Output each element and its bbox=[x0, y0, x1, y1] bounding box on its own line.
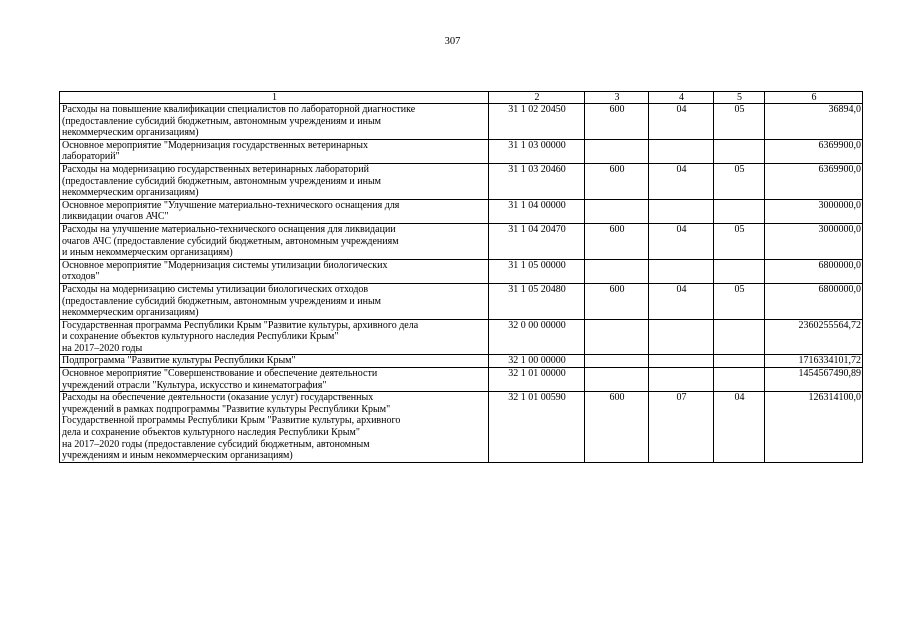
row-name-line: Основное мероприятие "Модернизация государственных ветеринарных bbox=[62, 139, 368, 151]
row-amount: 36894,0 bbox=[765, 104, 863, 140]
row-name-line: Государственная программа Республики Крым "Развитие культуры, архивного дела bbox=[62, 319, 419, 331]
row-name-line: Государственной программы Республики Крым "Развитие культуры, архивного bbox=[62, 415, 401, 427]
table-row bbox=[60, 283, 863, 319]
row-expense-type bbox=[585, 319, 649, 355]
row-name-line: и сохранение объектов культурного наследия Республики Крым" bbox=[62, 331, 339, 343]
row-amount: 3000000,0 bbox=[765, 199, 863, 223]
row-name-line: Расходы на обеспечение деятельности (оказание услуг) государственных bbox=[62, 392, 374, 404]
row-name-line: (предоставление субсидий бюджетным, автономным учреждениям и иным bbox=[62, 115, 381, 127]
row-subsection: 05 bbox=[714, 104, 765, 140]
row-name-line: некоммерческим организациям) bbox=[62, 307, 199, 319]
row-name-line: Расходы на улучшение материально-технического оснащения для ликвидации bbox=[62, 223, 396, 235]
row-name-line: очагов АЧС (предоставление субсидий бюджетным, автономным учреждениям bbox=[62, 235, 399, 247]
table-row bbox=[60, 368, 863, 392]
row-name-line: учреждениям и иным некоммерческим организациям) bbox=[62, 450, 293, 462]
row-target-code: 31 1 03 00000 bbox=[489, 139, 585, 163]
row-name-line: Расходы на модернизацию государственных ветеринарных лабораторий bbox=[62, 163, 369, 175]
row-amount: 2360255564,72 bbox=[765, 319, 863, 355]
row-section bbox=[649, 199, 714, 223]
row-amount: 6800000,0 bbox=[765, 259, 863, 283]
row-section bbox=[649, 368, 714, 392]
row-expense-type bbox=[585, 355, 649, 368]
row-target-code: 31 1 05 20480 bbox=[489, 283, 585, 319]
row-name bbox=[60, 355, 489, 368]
row-amount: 3000000,0 bbox=[765, 223, 863, 259]
row-name-line: Расходы на повышение квалификации специалистов по лабораторной диагностике bbox=[62, 104, 416, 115]
row-subsection bbox=[714, 139, 765, 163]
row-name-line: дела и сохранение объектов культурного наследия Республики Крым" bbox=[62, 427, 360, 439]
row-expense-type: 600 bbox=[585, 163, 649, 199]
row-subsection: 05 bbox=[714, 163, 765, 199]
row-expense-type: 600 bbox=[585, 283, 649, 319]
row-expense-type: 600 bbox=[585, 392, 649, 463]
row-subsection bbox=[714, 355, 765, 368]
row-name-line: некоммерческим организациям) bbox=[62, 187, 199, 199]
row-expense-type bbox=[585, 199, 649, 223]
header-col-4: 4 bbox=[649, 92, 714, 104]
row-subsection: 05 bbox=[714, 223, 765, 259]
table-row bbox=[60, 163, 863, 199]
header-col-5: 5 bbox=[714, 92, 765, 104]
row-expense-type bbox=[585, 368, 649, 392]
row-name-line: некоммерческим организациям) bbox=[62, 127, 199, 139]
row-expense-type bbox=[585, 259, 649, 283]
row-target-code: 31 1 03 20460 bbox=[489, 163, 585, 199]
row-name-line: ликвидации очагов АЧС" bbox=[62, 211, 169, 223]
row-name bbox=[60, 199, 489, 223]
row-target-code: 32 1 00 00000 bbox=[489, 355, 585, 368]
row-subsection bbox=[714, 368, 765, 392]
row-name-line: на 2017–2020 годы (предоставление субсидий бюджетным, автономным bbox=[62, 438, 370, 450]
row-target-code: 31 1 04 00000 bbox=[489, 199, 585, 223]
row-section bbox=[649, 319, 714, 355]
row-amount: 6800000,0 bbox=[765, 283, 863, 319]
row-name bbox=[60, 319, 489, 355]
row-expense-type: 600 bbox=[585, 223, 649, 259]
row-name-line: Расходы на модернизацию системы утилизации биологических отходов bbox=[62, 283, 369, 295]
row-section: 04 bbox=[649, 163, 714, 199]
row-section bbox=[649, 355, 714, 368]
row-name-line: Подпрограмма "Развитие культуры Республики Крым" bbox=[62, 355, 296, 367]
row-amount: 126314100,0 bbox=[765, 392, 863, 463]
table-row bbox=[60, 223, 863, 259]
budget-table bbox=[59, 91, 863, 463]
row-name-line: отходов" bbox=[62, 271, 100, 283]
row-name-line: учреждений в рамках подпрограммы "Развитие культуры Республики Крым" bbox=[62, 403, 391, 415]
row-expense-type bbox=[585, 139, 649, 163]
row-subsection: 04 bbox=[714, 392, 765, 463]
row-expense-type: 600 bbox=[585, 104, 649, 140]
row-amount: 1716334101,72 bbox=[765, 355, 863, 368]
row-name bbox=[60, 259, 489, 283]
row-name bbox=[60, 163, 489, 199]
header-col-3: 3 bbox=[585, 92, 649, 104]
row-amount: 1454567490,89 bbox=[765, 368, 863, 392]
row-subsection: 05 bbox=[714, 283, 765, 319]
table-row bbox=[60, 259, 863, 283]
table-row bbox=[60, 392, 863, 463]
row-name bbox=[60, 283, 489, 319]
row-name bbox=[60, 139, 489, 163]
row-subsection bbox=[714, 319, 765, 355]
row-name bbox=[60, 223, 489, 259]
row-name-line: учреждений отрасли "Культура, искусство и кинематография" bbox=[62, 379, 327, 391]
row-target-code: 31 1 04 20470 bbox=[489, 223, 585, 259]
table-row bbox=[60, 199, 863, 223]
table-row bbox=[60, 319, 863, 355]
header-col-2: 2 bbox=[489, 92, 585, 104]
row-subsection bbox=[714, 199, 765, 223]
row-amount: 6369900,0 bbox=[765, 139, 863, 163]
row-section: 04 bbox=[649, 223, 714, 259]
table-header bbox=[60, 92, 863, 104]
table-row bbox=[60, 139, 863, 163]
row-name-line: Основное мероприятие "Совершенствование и обеспечение деятельности bbox=[62, 368, 378, 380]
row-name bbox=[60, 104, 489, 140]
header-col-1: 1 bbox=[60, 92, 489, 104]
row-subsection bbox=[714, 259, 765, 283]
row-section: 04 bbox=[649, 283, 714, 319]
row-name bbox=[60, 368, 489, 392]
header-col-6: 6 bbox=[765, 92, 863, 104]
row-name bbox=[60, 392, 489, 463]
row-target-code: 32 1 01 00590 bbox=[489, 392, 585, 463]
table-body bbox=[60, 104, 863, 463]
header-row bbox=[60, 92, 863, 104]
row-target-code: 31 1 05 00000 bbox=[489, 259, 585, 283]
row-name-line: (предоставление субсидий бюджетным, автономным учреждениям и иным bbox=[62, 295, 381, 307]
table-row bbox=[60, 104, 863, 140]
row-amount: 6369900,0 bbox=[765, 163, 863, 199]
row-section bbox=[649, 259, 714, 283]
row-name-line: на 2017–2020 годы bbox=[62, 342, 143, 354]
row-name-line: лабораторий" bbox=[62, 151, 120, 163]
page-number: 307 bbox=[444, 36, 461, 47]
row-section: 07 bbox=[649, 392, 714, 463]
row-name-line: Основное мероприятие "Модернизация системы утилизации биологических bbox=[62, 259, 388, 271]
row-name-line: (предоставление субсидий бюджетным, автономным учреждениям и иным bbox=[62, 175, 381, 187]
row-target-code: 32 0 00 00000 bbox=[489, 319, 585, 355]
row-section bbox=[649, 139, 714, 163]
row-name-line: и иным некоммерческим организациям) bbox=[62, 247, 233, 259]
row-target-code: 31 1 02 20450 bbox=[489, 104, 585, 140]
row-target-code: 32 1 01 00000 bbox=[489, 368, 585, 392]
row-section: 04 bbox=[649, 104, 714, 140]
table-row bbox=[60, 355, 863, 368]
row-name-line: Основное мероприятие "Улучшение материально-технического оснащения для bbox=[62, 199, 400, 211]
